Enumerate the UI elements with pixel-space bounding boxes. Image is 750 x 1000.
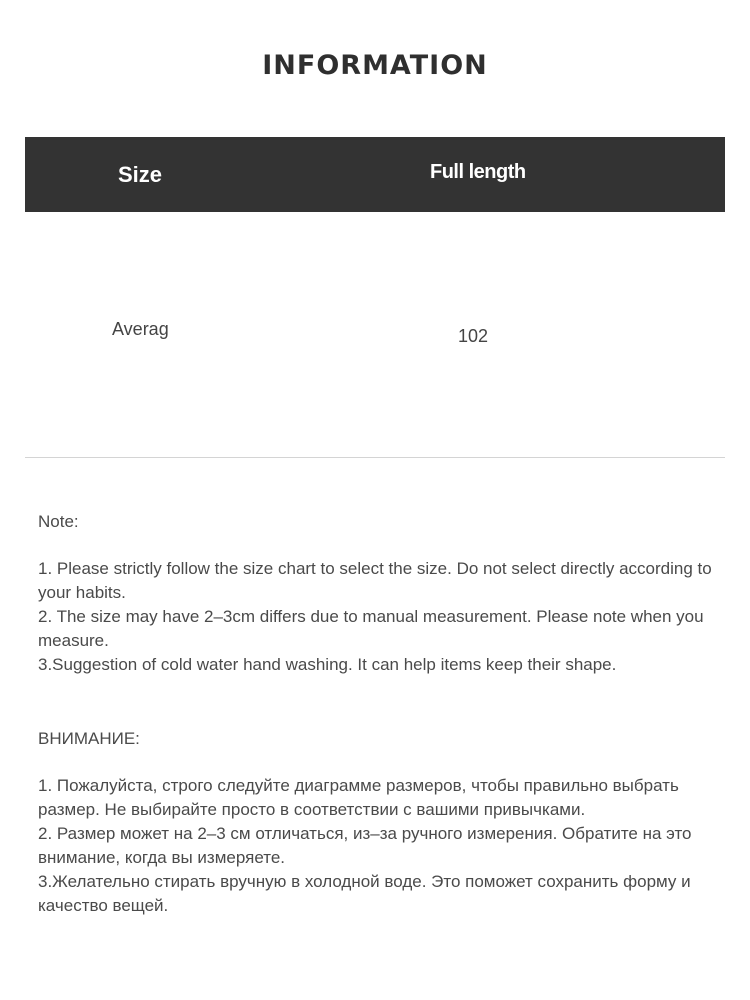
table-divider [25,457,725,458]
note-heading-en: Note: [38,512,79,531]
note-item-ru-3: 3.Желательно стирать вручную в холодной воде. Это поможет сохранить форму и качество вещей. [38,872,691,915]
table-cell-size: Averag [112,319,169,339]
note-list-en [38,557,718,677]
column-header-size: Size [118,162,163,187]
note-item-en-1: 1. Please strictly follow the size chart to select the size. Do not select directly according to your habits. [38,559,712,602]
page-title: INFORMATION [262,50,488,81]
note-item-en-2: 2. The size may have 2–3cm differs due to manual measurement. Please note when you measure. [38,607,704,650]
size-table-header [25,137,725,212]
note-list-ru [38,774,718,918]
table-cell-full-length: 102 [458,326,489,346]
note-heading-ru: ВНИМАНИЕ: [38,729,140,748]
note-item-ru-1: 1. Пожалуйста, строго следуйте диаграмме размеров, чтобы правильно выбрать размер. Не выбирайте просто в соответствии с вашими привычками. [38,776,679,819]
column-header-full-length: Full length [430,161,526,183]
note-item-en-3: 3.Suggestion of cold water hand washing. It can help items keep their shape. [38,655,617,674]
note-item-ru-2: 2. Размер может на 2–3 см отличаться, из–за ручного измерения. Обратите на это внимание, когда вы измеряете. [38,824,692,867]
